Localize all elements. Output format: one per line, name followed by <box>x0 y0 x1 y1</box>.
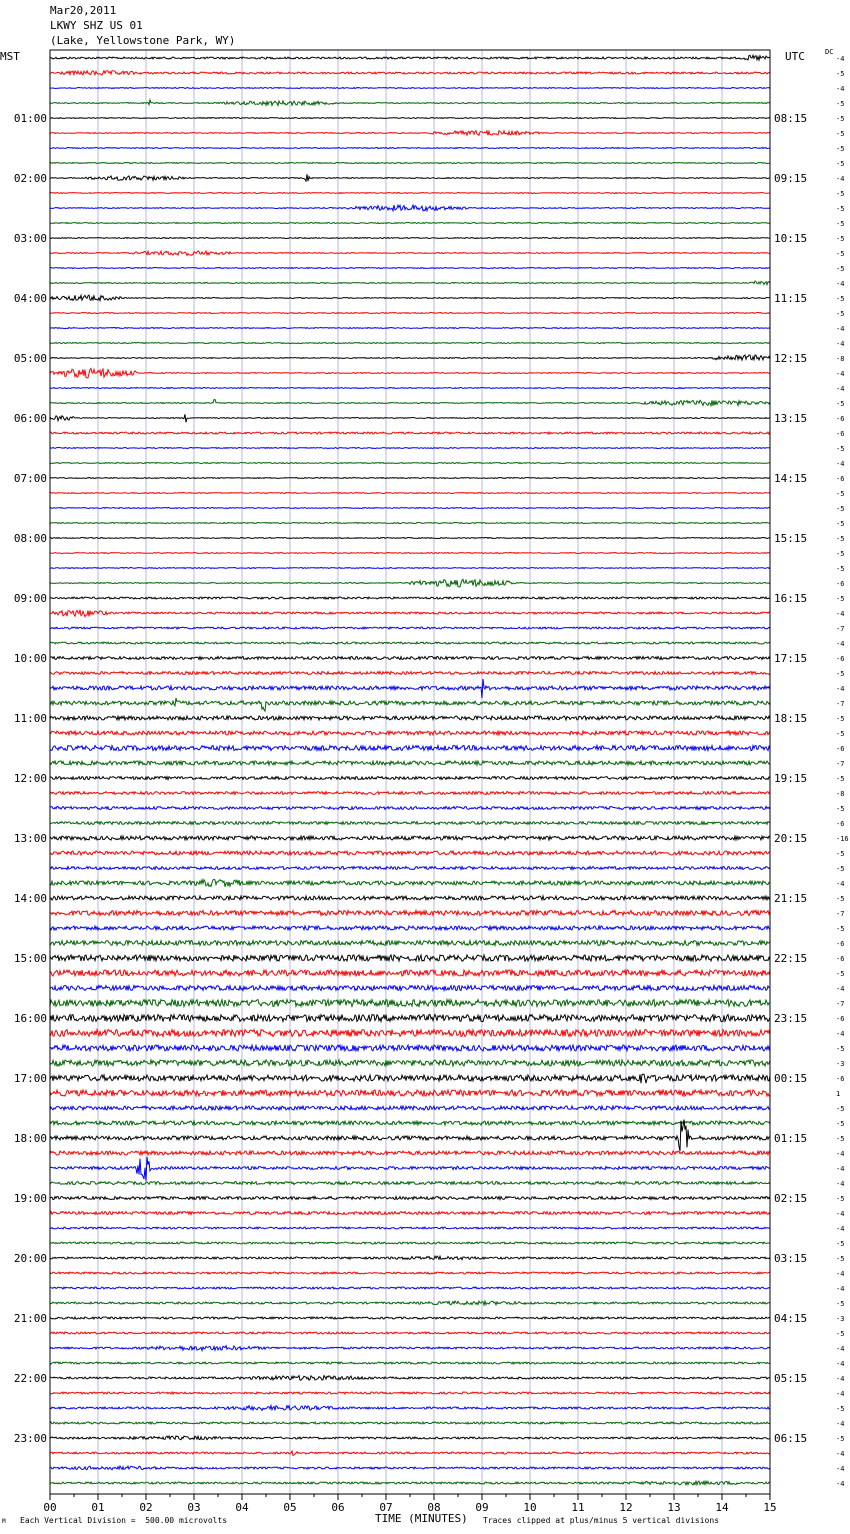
clip-note: Traces clipped at plus/minus 5 vertical divisions <box>483 1516 720 1525</box>
trace-row-92 <box>50 1436 770 1440</box>
dc-offset-label: -4 <box>836 340 845 348</box>
trace-row-50 <box>50 807 770 810</box>
trace-row-10 <box>50 205 770 211</box>
trace-row-62 <box>50 986 770 991</box>
dc-offset-label: -3 <box>836 1060 845 1068</box>
x-axis-title: TIME (MINUTES) <box>375 1512 468 1525</box>
trace-row-3 <box>50 100 770 106</box>
dc-offset-label: -4 <box>836 880 845 888</box>
dc-offset-label: -5 <box>836 775 845 783</box>
dc-offset-label: -4 <box>836 55 845 63</box>
x-tick-label: 06 <box>331 1501 345 1514</box>
dc-offset-label: -5 <box>836 1240 845 1248</box>
right-hour-label: 18:15 <box>774 712 808 725</box>
trace-row-75 <box>50 1182 770 1185</box>
dc-offset-label: -6 <box>836 430 845 438</box>
dc-offset-label: -5 <box>836 190 845 198</box>
trace-row-74 <box>50 1157 770 1181</box>
dc-offset-label: -4 <box>836 985 845 993</box>
trace-row-39 <box>50 642 770 644</box>
dc-offset-label: -6 <box>836 415 845 423</box>
dc-offset-label: -4 <box>836 1375 845 1383</box>
trace-row-0 <box>50 55 770 60</box>
dc-offset-label: -5 <box>836 850 845 858</box>
dc-offset-label: -4 <box>836 1270 845 1278</box>
dc-offset-label: -5 <box>836 1435 845 1443</box>
trace-row-7 <box>50 163 770 164</box>
left-hour-label: 06:00 <box>13 412 47 425</box>
dc-offset-label: -5 <box>836 445 845 453</box>
dc-offset-label: -6 <box>836 820 845 828</box>
trace-row-91 <box>50 1422 770 1424</box>
trace-row-21 <box>50 368 770 378</box>
dc-offset-label: -8 <box>836 355 845 363</box>
dc-offset-label: -5 <box>836 1195 845 1203</box>
trace-row-58 <box>50 926 770 930</box>
dc-offset-label: -4 <box>836 1165 845 1173</box>
dc-offset-label: -4 <box>836 610 845 618</box>
trace-row-82 <box>50 1287 770 1289</box>
trace-row-45 <box>50 731 770 735</box>
dc-offset-label: -4 <box>836 685 845 693</box>
trace-row-32 <box>50 538 770 539</box>
dc-offset-label: -6 <box>836 955 845 963</box>
right-hour-label: 08:15 <box>774 112 808 125</box>
trace-row-49 <box>50 792 770 795</box>
left-hour-label: 13:00 <box>13 832 47 845</box>
trace-row-22 <box>50 388 770 389</box>
trace-row-68 <box>50 1074 770 1083</box>
dc-offset-label: -5 <box>836 865 845 873</box>
x-tick-label: 10 <box>523 1501 537 1514</box>
dc-offset-label: -5 <box>836 130 845 138</box>
dc-offset-label: -4 <box>836 1420 845 1428</box>
right-hour-label: 14:15 <box>774 472 808 485</box>
trace-row-84 <box>50 1317 770 1319</box>
trace-row-15 <box>50 281 770 285</box>
right-hour-label: 03:15 <box>774 1252 808 1265</box>
trace-row-16 <box>50 295 770 301</box>
trace-row-60 <box>50 955 770 961</box>
trace-row-31 <box>50 523 770 524</box>
right-hour-label: 19:15 <box>774 772 808 785</box>
right-hour-label: 06:15 <box>774 1432 808 1445</box>
trace-row-18 <box>50 328 770 329</box>
trace-row-86 <box>50 1346 770 1351</box>
dc-offset-label: -5 <box>836 505 845 513</box>
dc-offset-label: -6 <box>836 940 845 948</box>
trace-row-69 <box>50 1090 770 1096</box>
left-hour-label: 18:00 <box>13 1132 47 1145</box>
trace-row-95 <box>50 1481 770 1485</box>
trace-row-56 <box>50 896 770 900</box>
trace-row-90 <box>50 1406 770 1411</box>
header-station: LKWY SHZ US 01 <box>50 19 143 32</box>
right-hour-label: 11:15 <box>774 292 808 305</box>
left-hour-label: 01:00 <box>13 112 47 125</box>
x-tick-label: 09 <box>475 1501 489 1514</box>
right-hour-label: 13:15 <box>774 412 808 425</box>
trace-row-66 <box>50 1045 770 1051</box>
trace-row-65 <box>50 1030 770 1037</box>
dc-offset-label: -5 <box>836 115 845 123</box>
x-tick-label: 13 <box>667 1501 681 1514</box>
x-tick-label: 15 <box>763 1501 777 1514</box>
left-hour-label: 08:00 <box>13 532 47 545</box>
dc-offset-label: -5 <box>836 1120 845 1128</box>
dc-offset-label: -5 <box>836 250 845 258</box>
trace-row-25 <box>50 432 770 434</box>
dc-offset-label: -4 <box>836 325 845 333</box>
header-date: Mar20,2011 <box>50 4 117 17</box>
dc-offset-label: -4 <box>836 460 845 468</box>
dc-offset-label: 1 <box>836 1090 841 1098</box>
left-timezone-label: MST <box>0 50 20 63</box>
trace-row-94 <box>50 1466 770 1470</box>
right-hour-label: 10:15 <box>774 232 808 245</box>
dc-offset-label: -5 <box>836 970 845 978</box>
left-hour-label: 12:00 <box>13 772 47 785</box>
dc-offset-label: -4 <box>836 1390 845 1398</box>
trace-row-33 <box>50 553 770 554</box>
left-hour-label: 23:00 <box>13 1432 47 1445</box>
trace-row-12 <box>50 238 770 239</box>
right-hour-label: 01:15 <box>774 1132 808 1145</box>
dc-offset-label: -16 <box>836 835 849 843</box>
trace-row-35 <box>50 579 770 587</box>
left-hour-label: 03:00 <box>13 232 47 245</box>
trace-row-40 <box>50 657 770 660</box>
dc-offset-label: -5 <box>836 310 845 318</box>
dc-offset-label: -5 <box>836 925 845 933</box>
x-tick-label: 05 <box>283 1501 297 1514</box>
dc-offset-label: -4 <box>836 1345 845 1353</box>
dc-offset-label: -5 <box>836 265 845 273</box>
dc-offset-label: -5 <box>836 235 845 243</box>
trace-row-70 <box>50 1106 770 1110</box>
trace-row-73 <box>50 1151 770 1155</box>
trace-row-29 <box>50 493 770 494</box>
left-hour-label: 02:00 <box>13 172 47 185</box>
dc-offset-label: -5 <box>836 100 845 108</box>
trace-row-34 <box>50 568 770 569</box>
dc-offset-label: -4 <box>836 640 845 648</box>
dc-offset-label: -4 <box>836 1450 845 1458</box>
left-hour-label: 07:00 <box>13 472 47 485</box>
dc-offset-label: -5 <box>836 1405 845 1413</box>
left-hour-label: 10:00 <box>13 652 47 665</box>
dc-offset-label: -7 <box>836 910 845 918</box>
trace-row-48 <box>50 777 770 780</box>
x-tick-label: 14 <box>715 1501 729 1514</box>
dc-offset-label: -5 <box>836 70 845 78</box>
dc-offset-label: -5 <box>836 895 845 903</box>
dc-offset-label: -5 <box>836 565 845 573</box>
left-hour-label: 15:00 <box>13 952 47 965</box>
dc-offset-label: -4 <box>836 1480 845 1488</box>
trace-row-51 <box>50 822 770 825</box>
dc-offset-label: -5 <box>836 805 845 813</box>
trace-row-83 <box>50 1301 770 1305</box>
right-hour-label: 20:15 <box>774 832 808 845</box>
dc-label: DC <box>825 48 834 56</box>
trace-row-87 <box>50 1362 770 1364</box>
dc-offset-label: -8 <box>836 790 845 798</box>
dc-offset-label: -7 <box>836 700 845 708</box>
trace-row-11 <box>50 223 770 224</box>
trace-row-19 <box>50 343 770 344</box>
trace-row-27 <box>50 463 770 464</box>
right-hour-label: 00:15 <box>774 1072 808 1085</box>
dc-offset-label: -7 <box>836 1000 845 1008</box>
trace-row-30 <box>50 508 770 509</box>
trace-row-52 <box>50 836 770 840</box>
dc-offset-label: -5 <box>836 1255 845 1263</box>
trace-row-85 <box>50 1332 770 1334</box>
trace-row-9 <box>50 193 770 194</box>
dc-offset-label: -4 <box>836 175 845 183</box>
dc-offset-label: -5 <box>836 595 845 603</box>
x-tick-label: 01 <box>91 1501 105 1514</box>
dc-offset-label: -4 <box>836 385 845 393</box>
x-tick-label: 12 <box>619 1501 633 1514</box>
left-hour-label: 19:00 <box>13 1192 47 1205</box>
dc-offset-label: -5 <box>836 520 845 528</box>
right-hour-label: 04:15 <box>774 1312 808 1325</box>
trace-row-23 <box>50 400 770 406</box>
trace-row-53 <box>50 851 770 855</box>
trace-row-67 <box>50 1060 770 1066</box>
left-hour-label: 04:00 <box>13 292 47 305</box>
trace-row-24 <box>50 414 770 422</box>
dc-offset-label: -6 <box>836 1075 845 1083</box>
trace-row-80 <box>50 1256 770 1260</box>
left-hour-label: 21:00 <box>13 1312 47 1325</box>
trace-row-8 <box>50 174 770 181</box>
dc-offset-label: -6 <box>836 580 845 588</box>
dc-offset-label: -5 <box>836 205 845 213</box>
trace-row-1 <box>50 71 770 75</box>
trace-row-26 <box>50 448 770 449</box>
dc-offset-label: -5 <box>836 145 845 153</box>
left-hour-label: 14:00 <box>13 892 47 905</box>
trace-row-4 <box>50 118 770 119</box>
dc-offset-label: -3 <box>836 1315 845 1323</box>
dc-offset-label: -6 <box>836 745 845 753</box>
dc-offset-label: -5 <box>836 715 845 723</box>
trace-row-37 <box>50 610 770 617</box>
right-hour-label: 16:15 <box>774 592 808 605</box>
x-tick-label: 02 <box>139 1501 153 1514</box>
right-hour-label: 23:15 <box>774 1012 808 1025</box>
trace-row-5 <box>50 131 770 136</box>
trace-row-78 <box>50 1227 770 1229</box>
dc-offset-label: -4 <box>836 1150 845 1158</box>
right-hour-label: 22:15 <box>774 952 808 965</box>
right-hour-label: 09:15 <box>774 172 808 185</box>
x-tick-label: 11 <box>571 1501 585 1514</box>
dc-offset-label: -6 <box>836 475 845 483</box>
trace-row-2 <box>50 88 770 89</box>
trace-row-28 <box>50 478 770 479</box>
dc-offset-label: -5 <box>836 1330 845 1338</box>
trace-row-64 <box>50 1015 770 1022</box>
left-hour-label: 11:00 <box>13 712 47 725</box>
x-tick-label: 00 <box>43 1501 57 1514</box>
x-tick-label: 08 <box>427 1501 441 1514</box>
dc-offset-label: -4 <box>836 1465 845 1473</box>
trace-row-17 <box>50 313 770 314</box>
trace-row-79 <box>50 1242 770 1244</box>
dc-offset-label: -7 <box>836 625 845 633</box>
dc-offset-label: -5 <box>836 1105 845 1113</box>
left-hour-label: 20:00 <box>13 1252 47 1265</box>
dc-offset-label: -4 <box>836 1360 845 1368</box>
dc-offset-label: -5 <box>836 1045 845 1053</box>
right-hour-label: 17:15 <box>774 652 808 665</box>
dc-offset-label: -4 <box>836 1210 845 1218</box>
trace-row-44 <box>50 716 770 720</box>
dc-offset-label: -4 <box>836 1180 845 1188</box>
dc-offset-label: -5 <box>836 1135 845 1143</box>
dc-offset-label: -5 <box>836 535 845 543</box>
dc-offset-label: -4 <box>836 280 845 288</box>
scale-note: Each Vertical Division = 500.00 microvolts <box>20 1516 228 1525</box>
trace-row-46 <box>50 746 770 751</box>
dc-offset-label: -4 <box>836 1285 845 1293</box>
trace-row-63 <box>50 1000 770 1007</box>
trace-row-93 <box>50 1451 770 1456</box>
dc-offset-label: -5 <box>836 160 845 168</box>
trace-row-61 <box>50 970 770 976</box>
right-hour-label: 05:15 <box>774 1372 808 1385</box>
left-hour-label: 05:00 <box>13 352 47 365</box>
dc-offset-label: -5 <box>836 220 845 228</box>
right-hour-label: 21:15 <box>774 892 808 905</box>
dc-offset-label: -6 <box>836 1015 845 1023</box>
trace-row-43 <box>50 698 770 711</box>
dc-offset-label: -4 <box>836 370 845 378</box>
right-hour-label: 12:15 <box>774 352 808 365</box>
trace-row-47 <box>50 761 770 765</box>
left-hour-label: 16:00 <box>13 1012 47 1025</box>
dc-offset-label: -5 <box>836 400 845 408</box>
trace-row-20 <box>50 355 770 360</box>
trace-row-59 <box>50 941 770 946</box>
right-timezone-label: UTC <box>785 50 805 63</box>
trace-row-77 <box>50 1212 770 1215</box>
trace-row-38 <box>50 627 770 629</box>
dc-offset-label: -5 <box>836 295 845 303</box>
dc-offset-label: -5 <box>836 490 845 498</box>
right-hour-label: 02:15 <box>774 1192 808 1205</box>
corner-mark: M <box>2 1518 6 1525</box>
dc-offset-label: -7 <box>836 760 845 768</box>
dc-offset-label: -5 <box>836 1300 845 1308</box>
trace-row-36 <box>50 597 770 599</box>
trace-row-88 <box>50 1376 770 1381</box>
dc-offset-label: -5 <box>836 730 845 738</box>
x-tick-label: 03 <box>187 1501 201 1514</box>
trace-row-71 <box>50 1121 770 1125</box>
header-location: (Lake, Yellowstone Park, WY) <box>50 34 236 47</box>
trace-row-13 <box>50 251 770 256</box>
trace-row-42 <box>50 679 770 698</box>
trace-row-81 <box>50 1272 770 1274</box>
left-hour-label: 22:00 <box>13 1372 47 1385</box>
x-tick-label: 07 <box>379 1501 393 1514</box>
trace-row-41 <box>50 672 770 675</box>
dc-offset-label: -4 <box>836 1225 845 1233</box>
trace-row-89 <box>50 1392 770 1394</box>
dc-offset-label: -4 <box>836 85 845 93</box>
plot-frame <box>50 50 770 1494</box>
x-tick-label: 04 <box>235 1501 249 1514</box>
trace-row-54 <box>50 867 770 870</box>
trace-row-55 <box>50 879 770 886</box>
dc-offset-label: -4 <box>836 1030 845 1038</box>
right-hour-label: 15:15 <box>774 532 808 545</box>
dc-offset-label: -5 <box>836 550 845 558</box>
trace-row-14 <box>50 268 770 269</box>
trace-row-57 <box>50 911 770 916</box>
dc-offset-label: -5 <box>836 670 845 678</box>
left-hour-label: 09:00 <box>13 592 47 605</box>
trace-row-76 <box>50 1197 770 1200</box>
trace-row-6 <box>50 148 770 149</box>
left-hour-label: 17:00 <box>13 1072 47 1085</box>
dc-offset-label: -6 <box>836 655 845 663</box>
